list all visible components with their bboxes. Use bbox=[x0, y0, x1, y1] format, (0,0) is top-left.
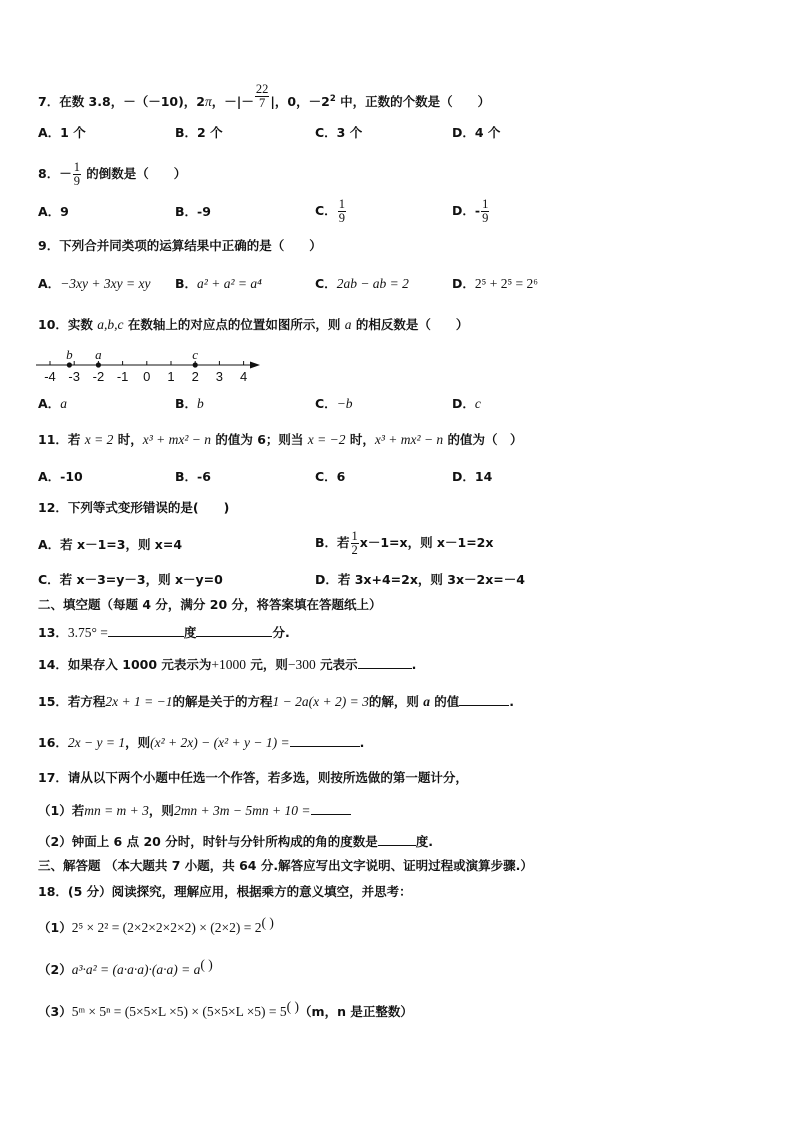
q10-option-d bbox=[452, 396, 481, 412]
q16-text: . bbox=[359, 735, 365, 750]
fraction-denominator: 9 bbox=[73, 174, 80, 188]
number-line-point-label: b bbox=[66, 347, 73, 362]
q18-part-3 bbox=[38, 999, 413, 1020]
number-line-tick-label: 3 bbox=[215, 369, 224, 384]
pi-symbol: π bbox=[205, 94, 212, 109]
q9-option-b bbox=[175, 276, 262, 292]
q18-part-1 bbox=[38, 915, 274, 936]
q11-text: 的值为（ ） bbox=[443, 432, 523, 447]
q11-stem bbox=[38, 432, 523, 448]
number-line-tick-label: -4 bbox=[44, 369, 56, 384]
option-label: D． bbox=[452, 396, 475, 411]
option-label: C． bbox=[315, 203, 337, 218]
q13-stem bbox=[38, 624, 290, 641]
math-expression: a bbox=[60, 396, 67, 411]
q12-stem: 12．下列等式变形错误的是( ) bbox=[38, 500, 230, 515]
q14-text: 14．如果存入 1000 元表示为 bbox=[38, 657, 212, 672]
q8-option-d-fraction bbox=[481, 198, 489, 225]
q7-option-a: A．1 个 bbox=[38, 125, 86, 140]
q7-text: ，－|－ bbox=[211, 94, 254, 109]
answer-blank[interactable] bbox=[311, 802, 351, 815]
section-2-heading: 二、填空题（每题 4 分，满分 20 分，将答案填在答题纸上） bbox=[38, 597, 382, 612]
q8-fraction bbox=[73, 161, 81, 188]
math-expression: x³ + mx² − n bbox=[374, 432, 444, 447]
option-label: D．- bbox=[452, 203, 481, 218]
option-label: A． bbox=[38, 396, 61, 411]
math-expression: a² + a² = a⁴ bbox=[197, 276, 262, 291]
math-expression: x = −2 bbox=[307, 432, 346, 447]
option-label: D． bbox=[452, 276, 475, 291]
q9-option-c bbox=[315, 276, 409, 292]
number-line-point-a bbox=[96, 362, 101, 367]
answer-blank[interactable] bbox=[358, 656, 412, 669]
answer-blank[interactable] bbox=[290, 734, 360, 747]
q7-stem bbox=[38, 82, 491, 116]
q18-stem: 18．(5 分）阅读探究，理解应用，根据乘方的意义填空，并思考： bbox=[38, 884, 412, 899]
fraction-numerator: 1 bbox=[351, 529, 358, 543]
q10-option-a bbox=[38, 396, 67, 412]
math-expression: 2x − y = 1 bbox=[67, 735, 126, 750]
q17-stem: 17．请从以下两个小题中任选一个作答，若多选，则按所选做的第一题计分， bbox=[38, 770, 468, 785]
answer-blank[interactable] bbox=[459, 693, 509, 706]
q15-text: 15．若方程 bbox=[38, 694, 106, 709]
number-line-point-label: c bbox=[192, 347, 199, 362]
answer-blank[interactable] bbox=[196, 624, 272, 637]
answer-blank[interactable] bbox=[378, 833, 416, 846]
q17-text: 度. bbox=[415, 834, 433, 849]
math-variables: a,b,c bbox=[97, 317, 124, 332]
q9-option-a bbox=[38, 276, 150, 292]
number-line-tick-label: -2 bbox=[92, 369, 105, 384]
q16-text: 16． bbox=[38, 735, 68, 750]
q17-text: ，则 bbox=[148, 803, 174, 818]
number-line-tick-label: 2 bbox=[191, 369, 199, 384]
q8-text: 8．－ bbox=[38, 166, 72, 181]
q9-option-d bbox=[452, 276, 538, 292]
q8-stem bbox=[38, 161, 186, 188]
option-text: x－1=x，则 x－1=2x bbox=[359, 535, 494, 550]
q8-option-a: A．9 bbox=[38, 204, 69, 219]
math-expression: 2mn + 3m − 5mn + 10 = bbox=[173, 803, 311, 818]
math-expression: +1000 bbox=[211, 657, 247, 672]
q15-text: 的值 bbox=[429, 694, 460, 709]
number-line-arrow bbox=[250, 362, 260, 369]
answer-blank[interactable] bbox=[108, 624, 184, 637]
q11-option-d: D．14 bbox=[452, 469, 493, 484]
q7-fraction bbox=[255, 83, 270, 110]
exponent: 2 bbox=[329, 94, 336, 104]
number-line-ticks bbox=[44, 361, 247, 384]
exponent-blank: ( ) bbox=[261, 915, 274, 930]
q11-text: 时， bbox=[113, 432, 143, 447]
q11-text: 时， bbox=[345, 432, 375, 447]
q16-stem bbox=[38, 734, 364, 751]
number-line-tick-label: 0 bbox=[143, 369, 151, 384]
q12-option-b bbox=[315, 530, 493, 557]
q8-text: 的倒数是（ ） bbox=[81, 166, 187, 181]
q15-text: 的解是关于的方程 bbox=[172, 694, 273, 709]
math-expression: 2⁵ + 2⁵ = 2⁶ bbox=[474, 276, 538, 291]
q10-text: 10．实数 bbox=[38, 317, 98, 332]
q15-text: . bbox=[509, 694, 515, 709]
q13-text: 13． bbox=[38, 625, 68, 640]
q18-part-2 bbox=[38, 957, 213, 978]
exponent-blank: ( ) bbox=[286, 999, 300, 1014]
math-expression: −b bbox=[336, 396, 353, 411]
math-expression: −300 bbox=[287, 657, 316, 672]
option-label: C． bbox=[315, 276, 337, 291]
q11-option-c: C．6 bbox=[315, 469, 346, 484]
q10-option-b bbox=[175, 396, 204, 412]
option-label: B． bbox=[175, 396, 198, 411]
q14-stem bbox=[38, 656, 416, 673]
math-expression: −3xy + 3xy = xy bbox=[60, 276, 151, 291]
math-variable: a bbox=[344, 317, 352, 332]
q15-stem bbox=[38, 693, 514, 710]
exponent-blank: ( ) bbox=[200, 957, 213, 972]
q14-text: . bbox=[411, 657, 417, 672]
q10-text: 的相反数是（ ） bbox=[351, 317, 469, 332]
option-label: B．若 bbox=[315, 535, 350, 550]
math-expression: c bbox=[474, 396, 481, 411]
q8-option-b: B．-9 bbox=[175, 204, 211, 219]
math-expression: 2x + 1 = −1 bbox=[105, 694, 173, 709]
q17-text: （2）钟面上 6 点 20 分时，时针与分针所构成的角的度数是 bbox=[38, 834, 378, 849]
q11-option-b: B．-6 bbox=[175, 469, 211, 484]
number-line-tick-label: -1 bbox=[116, 369, 129, 384]
math-expression: 5ᵐ × 5ⁿ = (5×5×L ×5) × (5×5×L ×5) = 5 bbox=[71, 1004, 287, 1019]
q7-option-d: D．4 个 bbox=[452, 125, 501, 140]
fraction-denominator: 9 bbox=[338, 211, 345, 225]
q11-text: 11．若 bbox=[38, 432, 85, 447]
number-line-tick-label: -3 bbox=[68, 369, 80, 384]
q10-stem bbox=[38, 317, 468, 333]
fraction-numerator: 1 bbox=[338, 197, 345, 211]
q16-text: ，则 bbox=[125, 735, 151, 750]
q10-text: 在数轴上的对应点的位置如图所示，则 bbox=[123, 317, 345, 332]
q18-text: （1） bbox=[38, 920, 72, 935]
q18-text: （2） bbox=[38, 962, 72, 977]
number-line-point-label: a bbox=[95, 347, 102, 362]
math-expression: x = 2 bbox=[84, 432, 114, 447]
q14-text: 元表示 bbox=[315, 657, 358, 672]
number-line-tick-label: 4 bbox=[239, 369, 248, 384]
q7-text: 中，正数的个数是（ ） bbox=[335, 94, 491, 109]
q12-option-c: C．若 x－3=y－3，则 x－y=0 bbox=[38, 572, 223, 587]
math-expression: (x² + 2x) − (x² + y − 1) = bbox=[150, 735, 290, 750]
q9-stem: 9．下列合并同类项的运算结果中正确的是（ ） bbox=[38, 238, 322, 253]
fraction-numerator: 1 bbox=[73, 160, 80, 174]
math-variable: a bbox=[423, 694, 430, 709]
number-line-point-c bbox=[193, 362, 198, 367]
q7-text: |，0，－2 bbox=[270, 94, 330, 109]
q13-text: 分. bbox=[272, 625, 290, 640]
fraction-denominator: 7 bbox=[258, 96, 266, 110]
math-expression: x³ + mx² − n bbox=[142, 432, 212, 447]
option-label: A． bbox=[38, 276, 61, 291]
math-expression: a³·a² = (a·a·a)·(a·a) = a bbox=[71, 962, 201, 977]
q8-option-c bbox=[315, 198, 347, 225]
section-3-heading: 三、解答题 （本大题共 7 小题，共 64 分.解答应写出文字说明、证明过程或演算步骤.） bbox=[38, 858, 533, 873]
q7-option-b: B．2 个 bbox=[175, 125, 223, 140]
math-expression: mn = m + 3 bbox=[84, 803, 149, 818]
q14-text: 元，则 bbox=[246, 657, 288, 672]
math-expression: b bbox=[197, 396, 204, 411]
q8-option-d bbox=[452, 198, 490, 225]
q17-part-1 bbox=[38, 802, 351, 819]
number-line-point-b bbox=[67, 362, 72, 367]
q12-option-a: A．若 x－1=3，则 x=4 bbox=[38, 537, 183, 552]
q7-text: 7．在数 3.8，－（－10)，2 bbox=[38, 94, 205, 109]
q17-part-2 bbox=[38, 833, 433, 850]
q10-option-c bbox=[315, 396, 353, 412]
q11-option-a: A．-10 bbox=[38, 469, 83, 484]
option-label: C． bbox=[315, 396, 337, 411]
fraction-numerator: 1 bbox=[482, 197, 489, 211]
number-line-tick-label: 1 bbox=[167, 369, 175, 384]
math-expression: 2⁵ × 2² = (2×2×2×2×2) × (2×2) = 2 bbox=[71, 920, 262, 935]
q17-text: （1）若 bbox=[38, 803, 85, 818]
fraction-numerator: 22 bbox=[255, 82, 269, 96]
fraction-denominator: 9 bbox=[482, 211, 489, 225]
math-expression: 3.75° = bbox=[67, 625, 108, 640]
q12-option-d: D．若 3x+4=2x，则 3x－2x=－4 bbox=[315, 572, 525, 587]
q18-text: （m，n 是正整数） bbox=[299, 1004, 413, 1019]
q13-text: 度 bbox=[183, 625, 197, 640]
q18-text: （3） bbox=[38, 1004, 72, 1019]
option-label: B． bbox=[175, 276, 198, 291]
q8-option-c-fraction bbox=[338, 198, 346, 225]
q12-option-b-fraction bbox=[351, 530, 359, 557]
fraction-denominator: 2 bbox=[351, 543, 358, 557]
math-expression: 1 − 2a(x + 2) = 3 bbox=[272, 694, 369, 709]
math-expression: 2ab − ab = 2 bbox=[336, 276, 409, 291]
q7-option-c: C．3 个 bbox=[315, 125, 363, 140]
q11-text: 的值为 6；则当 bbox=[211, 432, 308, 447]
q15-text: 的解，则 bbox=[368, 694, 424, 709]
number-line-figure bbox=[36, 343, 266, 385]
